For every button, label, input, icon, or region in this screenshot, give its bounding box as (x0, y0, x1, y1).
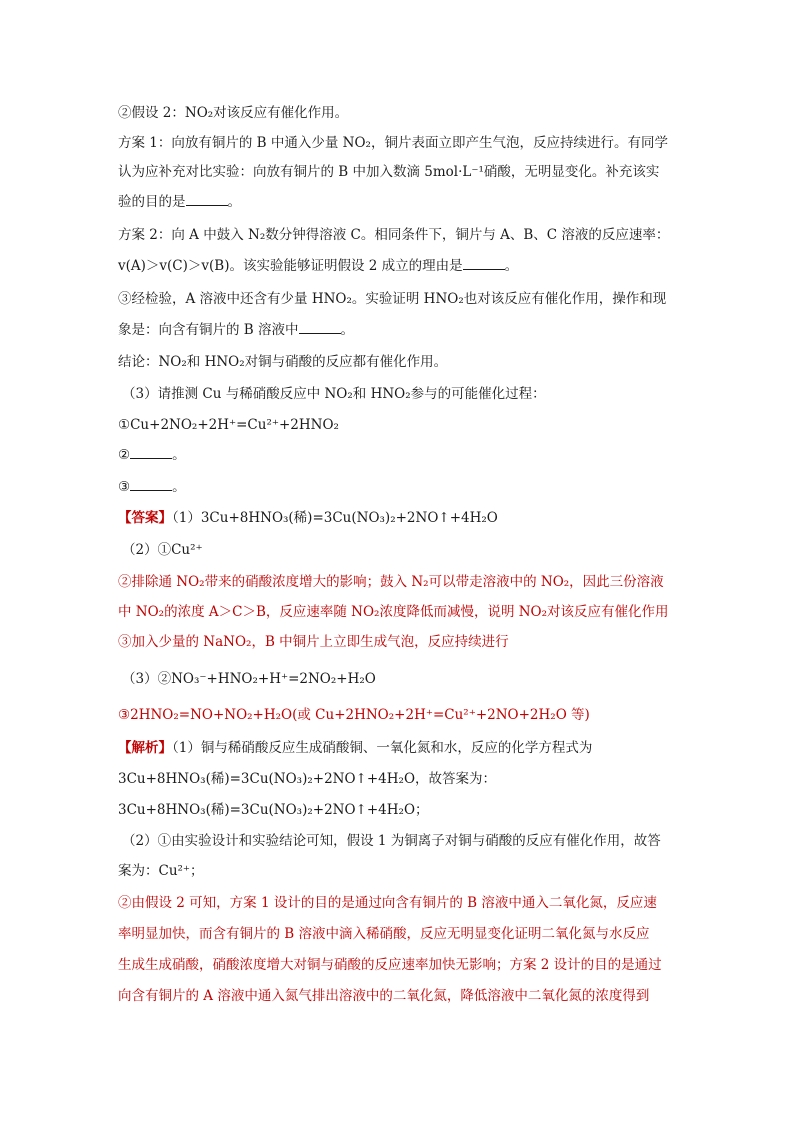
answer-2-2-line-2: 中 NO₂的浓度 A＞C＞B，反应速率随 NO₂浓度降低而减慢，说明 NO₂对该反应有催化作用 (118, 604, 669, 620)
answer-2-2-line-1: ②排除通 NO₂带来的硝酸浓度增大的影响；鼓入 N₂可以带走溶液中的 NO₂，因此三份溶液 (118, 574, 664, 590)
step-2-end: 。 (172, 447, 186, 463)
plan-2-line-1: 方案 2：向 A 中鼓入 N₂数分钟得溶液 C。相同条件下，铜片与 A、B、C 溶液的反应速率： (118, 227, 670, 243)
answer-3-3: ③2HNO₂=NO+NO₂+H₂O(或 Cu+2HNO₂+2H⁺=Cu²⁺+2NO+2H₂O 等) (118, 707, 590, 723)
check-line-2-text: 象是：向含有铜片的 B 溶液中 (118, 322, 299, 338)
answer-1: （1）3Cu+8HNO₃(稀)=3Cu(NO₃)₂+2NO↑+4H₂O (172, 510, 498, 526)
answer-blank (186, 193, 228, 206)
question-3: （3）请推测 Cu 与稀硝酸反应中 NO₂和 HNO₂参与的可能催化过程： (122, 386, 546, 402)
analysis-tag: 【解析】 (118, 740, 172, 756)
analysis-2b: 案为：Cu²⁺； (118, 863, 204, 879)
step-3-label: ③ (118, 479, 131, 495)
answer-tag: 【答案】 (118, 510, 172, 526)
analysis-3c: 生成生成硝酸，硝酸浓度增大对铜与硝酸的反应速率加快无影响；方案 2 设计的目的是通过 (118, 957, 662, 973)
answer-blank (463, 257, 505, 270)
plan-2-line-2-text: v(A)＞v(C)＞v(B)。该实验能够证明假设 2 成立的理由是 (118, 258, 463, 274)
plan-1-line-1: 方案 1：向放有铜片的 B 中通入少量 NO₂，铜片表面立即产生气泡，反应持续进行。有同学 (118, 135, 668, 151)
analysis-1b: 3Cu+8HNO₃(稀)=3Cu(NO₃)₂+2NO↑+4H₂O，故答案为： (118, 771, 497, 787)
analysis-line-1 (118, 739, 592, 757)
analysis-1c: 3Cu+8HNO₃(稀)=3Cu(NO₃)₂+2NO↑+4H₂O； (118, 802, 429, 818)
answer-blank (299, 321, 341, 334)
answer-2-1: （2）①Cu²⁺ (122, 542, 203, 558)
plan-1-line-3-end: 。 (227, 194, 241, 210)
analysis-3a: ②由假设 2 可知，方案 1 设计的目的是通过向含有铜片的 B 溶液中通入二氧化氮，反应速 (118, 895, 657, 911)
plan-1-line-2: 认为应补充对比实验：向放有铜片的 B 中加入数滴 5mol·L⁻¹硝酸，无明显变化。补充该实 (118, 164, 660, 180)
plan-2-line-2-end: 。 (504, 258, 519, 274)
analysis-1a: （1）铜与稀硝酸反应生成硝酸铜、一氧化氮和水，反应的化学方程式为 (172, 740, 593, 756)
conclusion: 结论：NO₂和 HNO₂对铜与硝酸的反应都有催化作用。 (118, 354, 448, 370)
answer-2-3: ③加入少量的 NaNO₂，B 中铜片上立即生成气泡，反应持续进行 (118, 634, 509, 650)
step-3 (118, 478, 186, 496)
answer-3-2: （3）②NO₃⁻+HNO₂+H⁺=2NO₂+H₂O (122, 671, 376, 687)
plan-2-line-2 (118, 257, 518, 275)
check-line-1: ③经检验，A 溶液中还含有少量 HNO₂。实验证明 HNO₂也对该反应有催化作用，操作和现 (118, 291, 667, 307)
step-2 (118, 446, 186, 464)
answer-blank (130, 446, 172, 459)
check-line-2 (118, 321, 354, 339)
step-2-label: ② (118, 447, 131, 463)
step-1: ①Cu+2NO₂+2H⁺=Cu²⁺+2HNO₂ (118, 417, 339, 433)
analysis-2a: （2）①由实验设计和实验结论可知，假设 1 为铜离子对铜与硝酸的反应有催化作用，故答 (122, 833, 661, 849)
step-3-end: 。 (172, 479, 186, 495)
analysis-3b: 率明显加快，而含有铜片的 B 溶液中滴入稀硝酸，反应无明显变化证明二氧化氮与水反应 (118, 926, 650, 942)
hypothesis-2: ②假设 2：NO₂对该反应有催化作用。 (118, 105, 349, 121)
check-line-2-end: 。 (340, 322, 355, 338)
analysis-3d: 向含有铜片的 A 溶液中通入氮气排出溶液中的二氧化氮，降低溶液中二氧化氮的浓度得到 (118, 988, 650, 1004)
plan-1-line-3 (118, 193, 241, 211)
answer-blank (130, 478, 172, 491)
plan-1-line-3-text: 验的目的是 (118, 194, 186, 210)
answer-line-1 (118, 509, 498, 527)
